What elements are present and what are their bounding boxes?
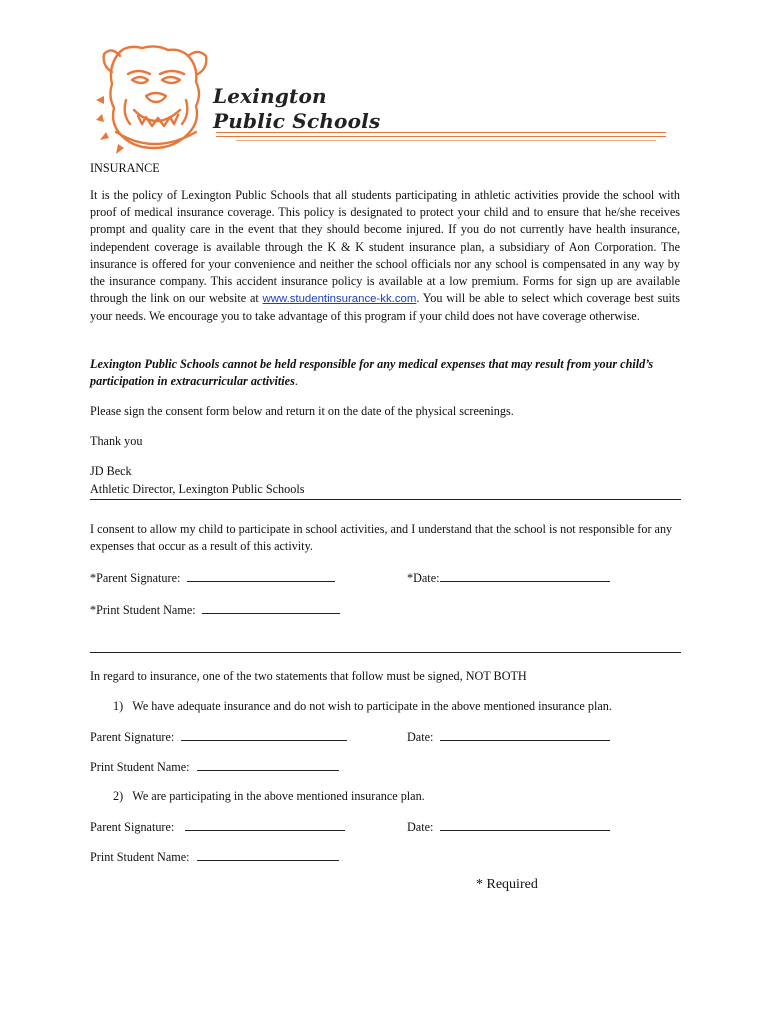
date-label: Date: [407,820,434,834]
section-divider [90,652,681,653]
signer-title: Athletic Director, Lexington Public Schools [90,482,305,496]
option-1-date-field[interactable] [440,728,610,741]
option-1-statement [113,698,612,715]
option-2-parent-signature-field[interactable] [185,818,345,831]
policy-paragraph [90,187,680,326]
option-number: 1) [113,699,124,713]
consent-date-row [407,569,610,587]
policy-text-part1: It is the policy of Lexington Public Schools that all students participating in athletic activities provide the school with proof of medical insurance coverage. This policy is designated to protect your child and to ensure that he/she receives prompt and quality care in the event that they should become injured. If you do not currently have health insurance, independent coverage is available through the K & K student insurance plan, a subsidiary of Aon Corporation. The insurance is offered for your convenience and neither the school officials nor any school is compensated in any way by the insurance company. This accident insurance policy is available at a low premium. Forms for sign up are available through the link on our website at [90,188,680,306]
thank-you-text: Thank you [90,434,143,448]
student-name-label: Print Student Name: [90,850,190,864]
insurance-choice-intro: In regard to insurance, one of the two statements that follow must be signed, NOT BOTH [90,669,527,683]
option-1-student-name-field[interactable] [197,758,339,771]
page-title: INSURANCE [90,161,160,175]
option-2-statement [113,788,425,805]
disclaimer-text: Lexington Public Schools cannot be held responsible for any medical expenses that may result from your child’s participation in extracurricular activities [90,357,654,389]
option-number: 2) [113,789,124,803]
parent-signature-label: Parent Signature: [90,820,175,834]
policy-text-part2: . You will be able to select which coverage best suits your needs. We encourage you to take advantage of this program if your child does not have coverage otherwise. [90,291,680,324]
option-text: We are participating in the above mentioned insurance plan. [132,789,425,803]
consent-date-field[interactable] [440,569,610,582]
liability-disclaimer [90,356,680,390]
student-name-label: Print Student Name: [90,760,190,774]
option-1-date-row [407,728,610,746]
header-divider [216,132,666,133]
school-name [213,84,380,134]
option-text: We have adequate insurance and do not wish to participate in the above mentioned insurance plan. [132,699,612,713]
option-2-student-name-field[interactable] [197,848,339,861]
student-name-label: *Print Student Name: [90,603,196,617]
option-2-parent-signature-row [90,818,345,836]
option-2-date-field[interactable] [440,818,610,831]
school-name-line2: Public Schools [213,109,381,133]
option-1-parent-signature-row [90,728,347,746]
header-divider [236,140,656,141]
header-divider [216,136,666,137]
signer-name: JD Beck [90,464,132,478]
consent-student-name-row [90,601,340,619]
option-1-parent-signature-field[interactable] [181,728,347,741]
parent-signature-label: *Parent Signature: [90,571,181,585]
school-name-line1: Lexington [213,84,327,108]
disclaimer-period: . [294,374,298,389]
bulldog-logo-icon [96,40,216,156]
date-label: *Date: [407,571,440,585]
consent-text: I consent to allow my child to participate in school activities, and I understand that the school is not responsible for any expenses that occur as a result of this activity. [90,522,673,554]
parent-signature-label: Parent Signature: [90,730,175,744]
option-2-student-name-row [90,848,339,866]
insurance-website-link[interactable]: www.studentinsurance-kk.com [262,293,417,306]
consent-parent-signature-field[interactable] [187,569,335,582]
option-2-date-row [407,818,610,836]
instruction-text: Please sign the consent form below and return it on the date of the physical screenings. [90,404,514,418]
consent-student-name-field[interactable] [202,601,340,614]
option-1-student-name-row [90,758,339,776]
consent-parent-signature-row [90,569,335,587]
date-label: Date: [407,730,434,744]
required-note: * Required [476,877,538,892]
section-divider [90,499,681,500]
